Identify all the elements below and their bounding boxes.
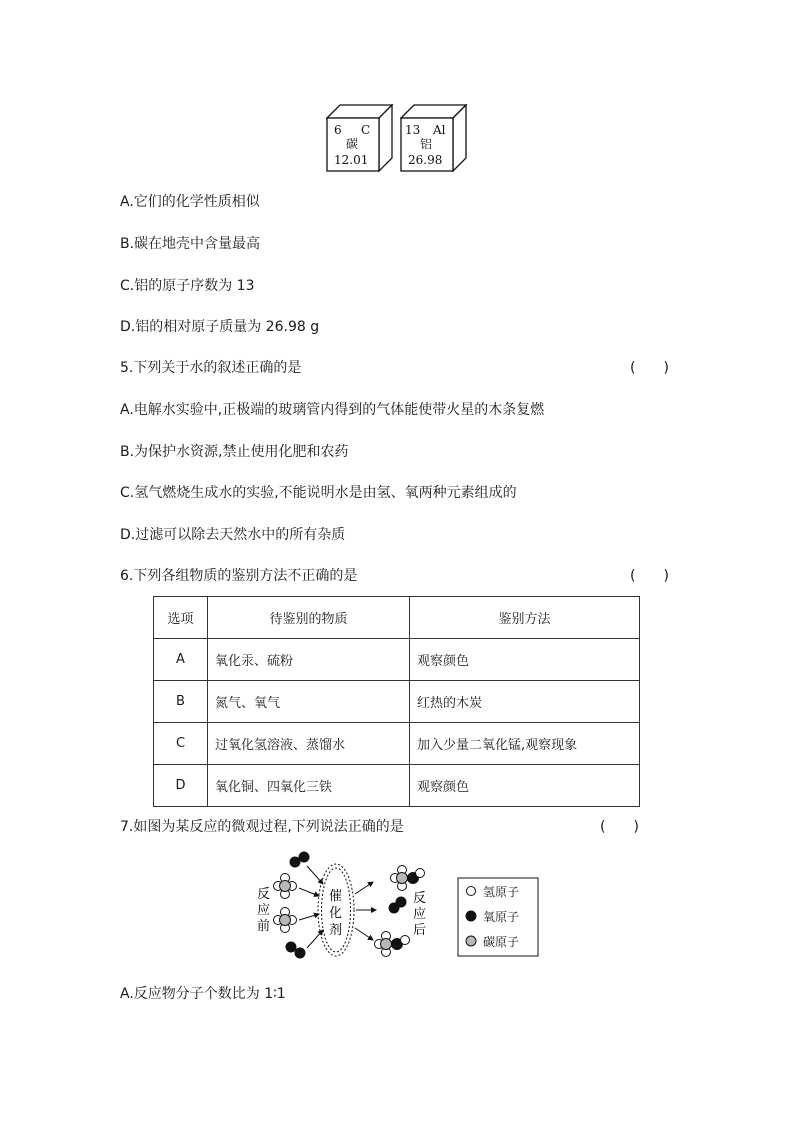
oxygen-molecule — [290, 852, 309, 867]
q5-option-b: B.为保护水资源,禁止使用化肥和农药 — [120, 444, 349, 460]
q7-option-a: A.反应物分子个数比为 1∶1 — [120, 986, 286, 1002]
table-cell: B — [154, 681, 208, 723]
table-cell: 观察颜色 — [410, 639, 640, 681]
carbon-atom-icon — [466, 936, 476, 946]
legend-label: 氢原子 — [483, 885, 520, 899]
q6-stem: 6.下列各组物质的鉴别方法不正确的是 — [120, 568, 358, 584]
table-header-cell: 鉴别方法 — [410, 597, 640, 639]
product-molecule — [375, 932, 410, 957]
table-header-cell: 选项 — [154, 597, 208, 639]
after-label-char: 应 — [413, 907, 427, 922]
table-cell: 氧化铜、四氧化三铁 — [208, 765, 410, 807]
after-label-char: 后 — [413, 923, 427, 938]
q4-option-c: C.铝的原子序数为 13 — [120, 278, 255, 294]
q4-option-b: B.碳在地壳中含量最高 — [120, 236, 261, 252]
q5-stem: 5.下列关于水的叙述正确的是 — [120, 360, 302, 376]
catalyst-label-char: 剂 — [329, 923, 343, 938]
q7-answer-paren: ( ) — [600, 819, 639, 835]
catalyst-label-char: 催 — [329, 889, 343, 904]
before-label-char: 应 — [257, 903, 271, 918]
q7-stem: 7.如图为某反应的微观过程,下列说法正确的是 — [120, 819, 404, 835]
q5-option-a: A.电解水实验中,正极端的玻璃管内得到的气体能使带火星的木条复燃 — [120, 402, 545, 418]
table-cell: 加入少量二氧化锰,观察现象 — [410, 723, 640, 765]
q6-table — [153, 596, 640, 807]
q6-answer-paren: ( ) — [630, 568, 669, 584]
table-header-cell: 待鉴别的物质 — [208, 597, 410, 639]
table-cell: D — [154, 765, 208, 807]
oxygen-molecule — [389, 897, 406, 913]
table-header-row — [154, 597, 640, 639]
table-row — [154, 765, 640, 807]
table-row — [154, 639, 640, 681]
atomic-mass: 12.01 — [334, 153, 369, 167]
q5-option-d: D.过滤可以除去天然水中的所有杂质 — [120, 527, 346, 543]
element-cube-aluminum — [400, 104, 468, 176]
element-cube-carbon — [326, 104, 394, 176]
element-name: 碳 — [346, 137, 359, 151]
table-cell: A — [154, 639, 208, 681]
catalyst-label-char: 化 — [329, 906, 343, 921]
legend-label: 碳原子 — [483, 935, 520, 949]
table-cell: 氮气、氧气 — [208, 681, 410, 723]
before-label-char: 反 — [257, 887, 271, 902]
reaction-diagram — [255, 850, 545, 968]
reactant-molecule — [274, 908, 297, 933]
reactant-molecule — [274, 874, 297, 899]
q4-option-d: D.铝的相对原子质量为 26.98 g — [120, 319, 320, 335]
element-name: 铝 — [420, 137, 433, 151]
q5-option-c: C.氢气燃烧生成水的实验,不能说明水是由氢、氧两种元素组成的 — [120, 485, 517, 501]
legend-label: 氧原子 — [483, 910, 520, 924]
atomic-number: 6 — [334, 123, 342, 137]
table-row — [154, 681, 640, 723]
before-label-char: 前 — [257, 919, 271, 934]
product-molecule — [391, 866, 425, 891]
table-cell: 红热的木炭 — [410, 681, 640, 723]
oxygen-atom-icon — [466, 911, 476, 921]
table-cell: C — [154, 723, 208, 765]
atomic-mass: 26.98 — [408, 153, 443, 167]
element-symbol: Al — [433, 123, 446, 137]
q5-answer-paren: ( ) — [630, 360, 669, 376]
element-symbol: C — [361, 123, 371, 137]
table-cell: 氧化汞、硫粉 — [208, 639, 410, 681]
atomic-number: 13 — [405, 123, 421, 137]
hydrogen-atom-icon — [467, 887, 476, 896]
oxygen-molecule — [286, 942, 305, 958]
table-row — [154, 723, 640, 765]
after-label-char: 反 — [413, 891, 427, 906]
q4-option-a: A.它们的化学性质相似 — [120, 194, 260, 210]
table-cell: 观察颜色 — [410, 765, 640, 807]
table-cell: 过氧化氢溶液、蒸馏水 — [208, 723, 410, 765]
